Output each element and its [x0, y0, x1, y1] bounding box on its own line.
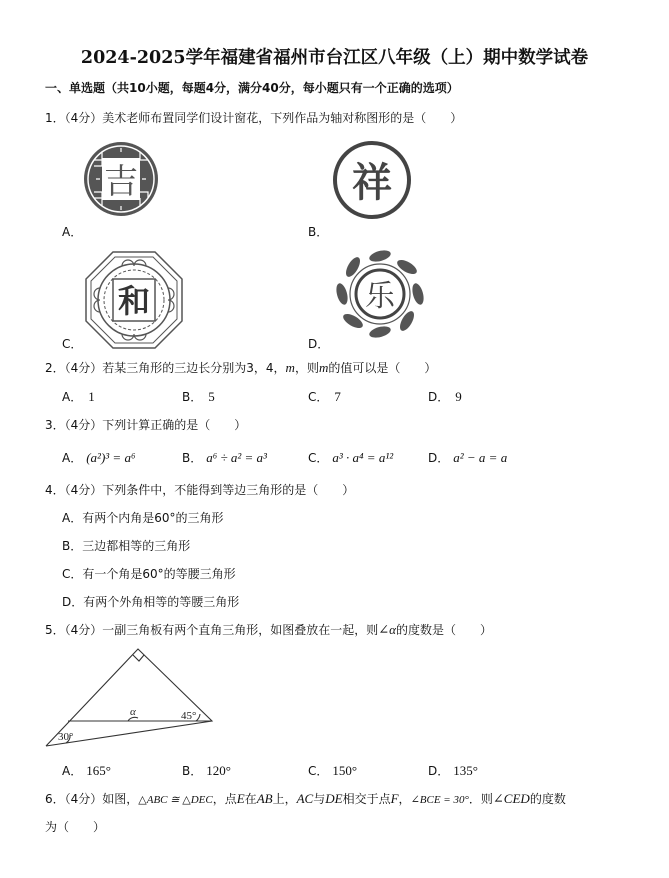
question-4-stem: 4．（4分）下列条件中，不能得到等边三角形的是（ ）: [45, 483, 355, 497]
q5-option-a-value: 165°: [86, 763, 111, 778]
question-6-stem-line2: 为（ ）: [45, 820, 106, 834]
q5-triangle-figure: [42, 645, 218, 750]
q5-option-c-value: 150°: [332, 763, 358, 778]
q2-option-d: [428, 388, 462, 405]
q2-option-a: [62, 388, 95, 405]
q3-option-b-expr: a⁶ ÷ a² = a³: [206, 450, 267, 465]
q5-option-b: [182, 762, 231, 779]
q2-var-m: m: [285, 360, 295, 375]
q5-option-d: [428, 762, 478, 779]
q5-stem-part-b: 的度数是（ ）: [396, 623, 493, 637]
q5-angle-alpha: ∠α: [378, 622, 396, 637]
q1-glyph-a: 吉: [104, 162, 138, 202]
q6-math-e: E: [236, 791, 245, 806]
q5-fig-label-30: 30°: [58, 731, 74, 743]
q2-var-m-2: m: [318, 360, 329, 375]
q6-text-5: 与: [313, 792, 326, 806]
q1-figure-d-le: [332, 246, 428, 342]
question-2-stem: [45, 359, 436, 376]
q3-option-a-label: A．: [62, 451, 83, 465]
q1-glyph-c: 和: [117, 282, 151, 320]
q1-figure-c-he: [84, 250, 184, 350]
q5-option-d-label: D．: [428, 764, 450, 778]
q4-option-b: B．三边都相等的三角形: [62, 539, 191, 553]
q5-option-a-label: A．: [62, 764, 83, 778]
q6-math-ab: AB: [256, 791, 273, 806]
question-5-stem: [45, 621, 492, 638]
q2-stem-part-a: 2．（4分）若某三角形的三边长分别为3，4，: [45, 361, 286, 375]
q3-option-a-expr: (a²)³ = a⁶: [86, 450, 136, 465]
q6-math-ac: AC: [296, 791, 314, 806]
q2-option-a-label: A．: [62, 390, 83, 404]
section-heading: 一、单选题（共10小题，每题4分，满分40分，每小题只有一个正确的选项）: [45, 81, 459, 95]
q1-figure-b-xiang: [332, 140, 412, 220]
q1-glyph-b: 祥: [352, 159, 392, 206]
q6-math-angle-ced: ∠CED: [492, 791, 530, 806]
q6-math-f: F: [390, 791, 399, 806]
q2-option-d-value: 9: [455, 389, 462, 404]
q2-option-c-label: C．: [308, 390, 329, 404]
q1-label-c: C．: [62, 337, 83, 351]
q6-text-2: ，点: [212, 792, 237, 806]
q5-option-a: [62, 762, 111, 779]
q6-text-3: 在: [244, 792, 257, 806]
q3-option-d-label: D．: [428, 451, 450, 465]
q6-text-1: 6．（4分）如图，: [45, 792, 139, 806]
q3-option-d: [428, 449, 507, 466]
q5-option-b-label: B．: [182, 764, 203, 778]
q5-fig-label-alpha: α: [130, 706, 136, 718]
q2-option-b-label: B．: [182, 390, 203, 404]
q2-option-a-value: 1: [88, 389, 95, 404]
question-3-stem: 3．（4分）下列计算正确的是（ ）: [45, 418, 247, 432]
q2-option-d-label: D．: [428, 390, 450, 404]
q6-math-congruence: △ABC ≅ △DEC: [138, 794, 213, 806]
q6-text-9: 的度数: [529, 792, 566, 806]
q3-option-c-expr: a³ · a⁴ = a¹²: [332, 450, 394, 465]
q4-option-a: A．有两个内角是60°的三角形: [62, 511, 224, 525]
question-6-stem: [45, 790, 566, 807]
q5-option-c: [308, 762, 357, 779]
q3-option-c: [308, 449, 393, 466]
q1-label-a: A．: [62, 225, 83, 239]
q3-option-b-label: B．: [182, 451, 203, 465]
q5-fig-label-45: 45°: [181, 710, 197, 722]
q1-glyph-d: 乐: [365, 279, 395, 314]
q6-math-de: DE: [325, 791, 343, 806]
q1-label-d: D．: [308, 337, 330, 351]
q5-option-b-value: 120°: [206, 763, 231, 778]
q3-option-b: [182, 449, 267, 466]
page-title: 2024-2025学年福建省福州市台江区八年级（上）期中数学试卷: [80, 48, 589, 68]
q6-math-angle-bce: ∠BCE = 30°: [410, 794, 469, 806]
q4-option-d: D．有两个外角相等的等腰三角形: [62, 595, 240, 609]
q3-option-d-expr: a² − a = a: [453, 450, 508, 465]
q1-figure-a-ji: [82, 140, 160, 218]
q2-stem-part-c: 的值可以是（ ）: [328, 361, 437, 375]
q2-option-b: [182, 388, 215, 405]
q2-option-c-value: 7: [334, 389, 341, 404]
q6-text-8: ．则: [468, 792, 493, 806]
question-1-stem: 1．（4分）美术老师布置同学们设计窗花，下列作品为轴对称图形的是（ ）: [45, 111, 463, 125]
q5-option-d-value: 135°: [453, 763, 478, 778]
q4-option-c: C．有一个角是60°的等腰三角形: [62, 567, 236, 581]
q2-option-c: [308, 388, 341, 405]
q1-label-b: B．: [308, 225, 329, 239]
q6-text-6: 相交于点: [342, 792, 391, 806]
q2-option-b-value: 5: [208, 389, 215, 404]
q5-stem-part-a: 5．（4分）一副三角板有两个直角三角形，如图叠放在一起，则: [45, 623, 379, 637]
q5-option-c-label: C．: [308, 764, 329, 778]
q6-text-7: ，: [398, 792, 411, 806]
q3-option-c-label: C．: [308, 451, 329, 465]
q6-text-4: 上，: [272, 792, 297, 806]
q3-option-a: [62, 449, 135, 466]
q2-stem-part-b: ，则: [294, 361, 319, 375]
